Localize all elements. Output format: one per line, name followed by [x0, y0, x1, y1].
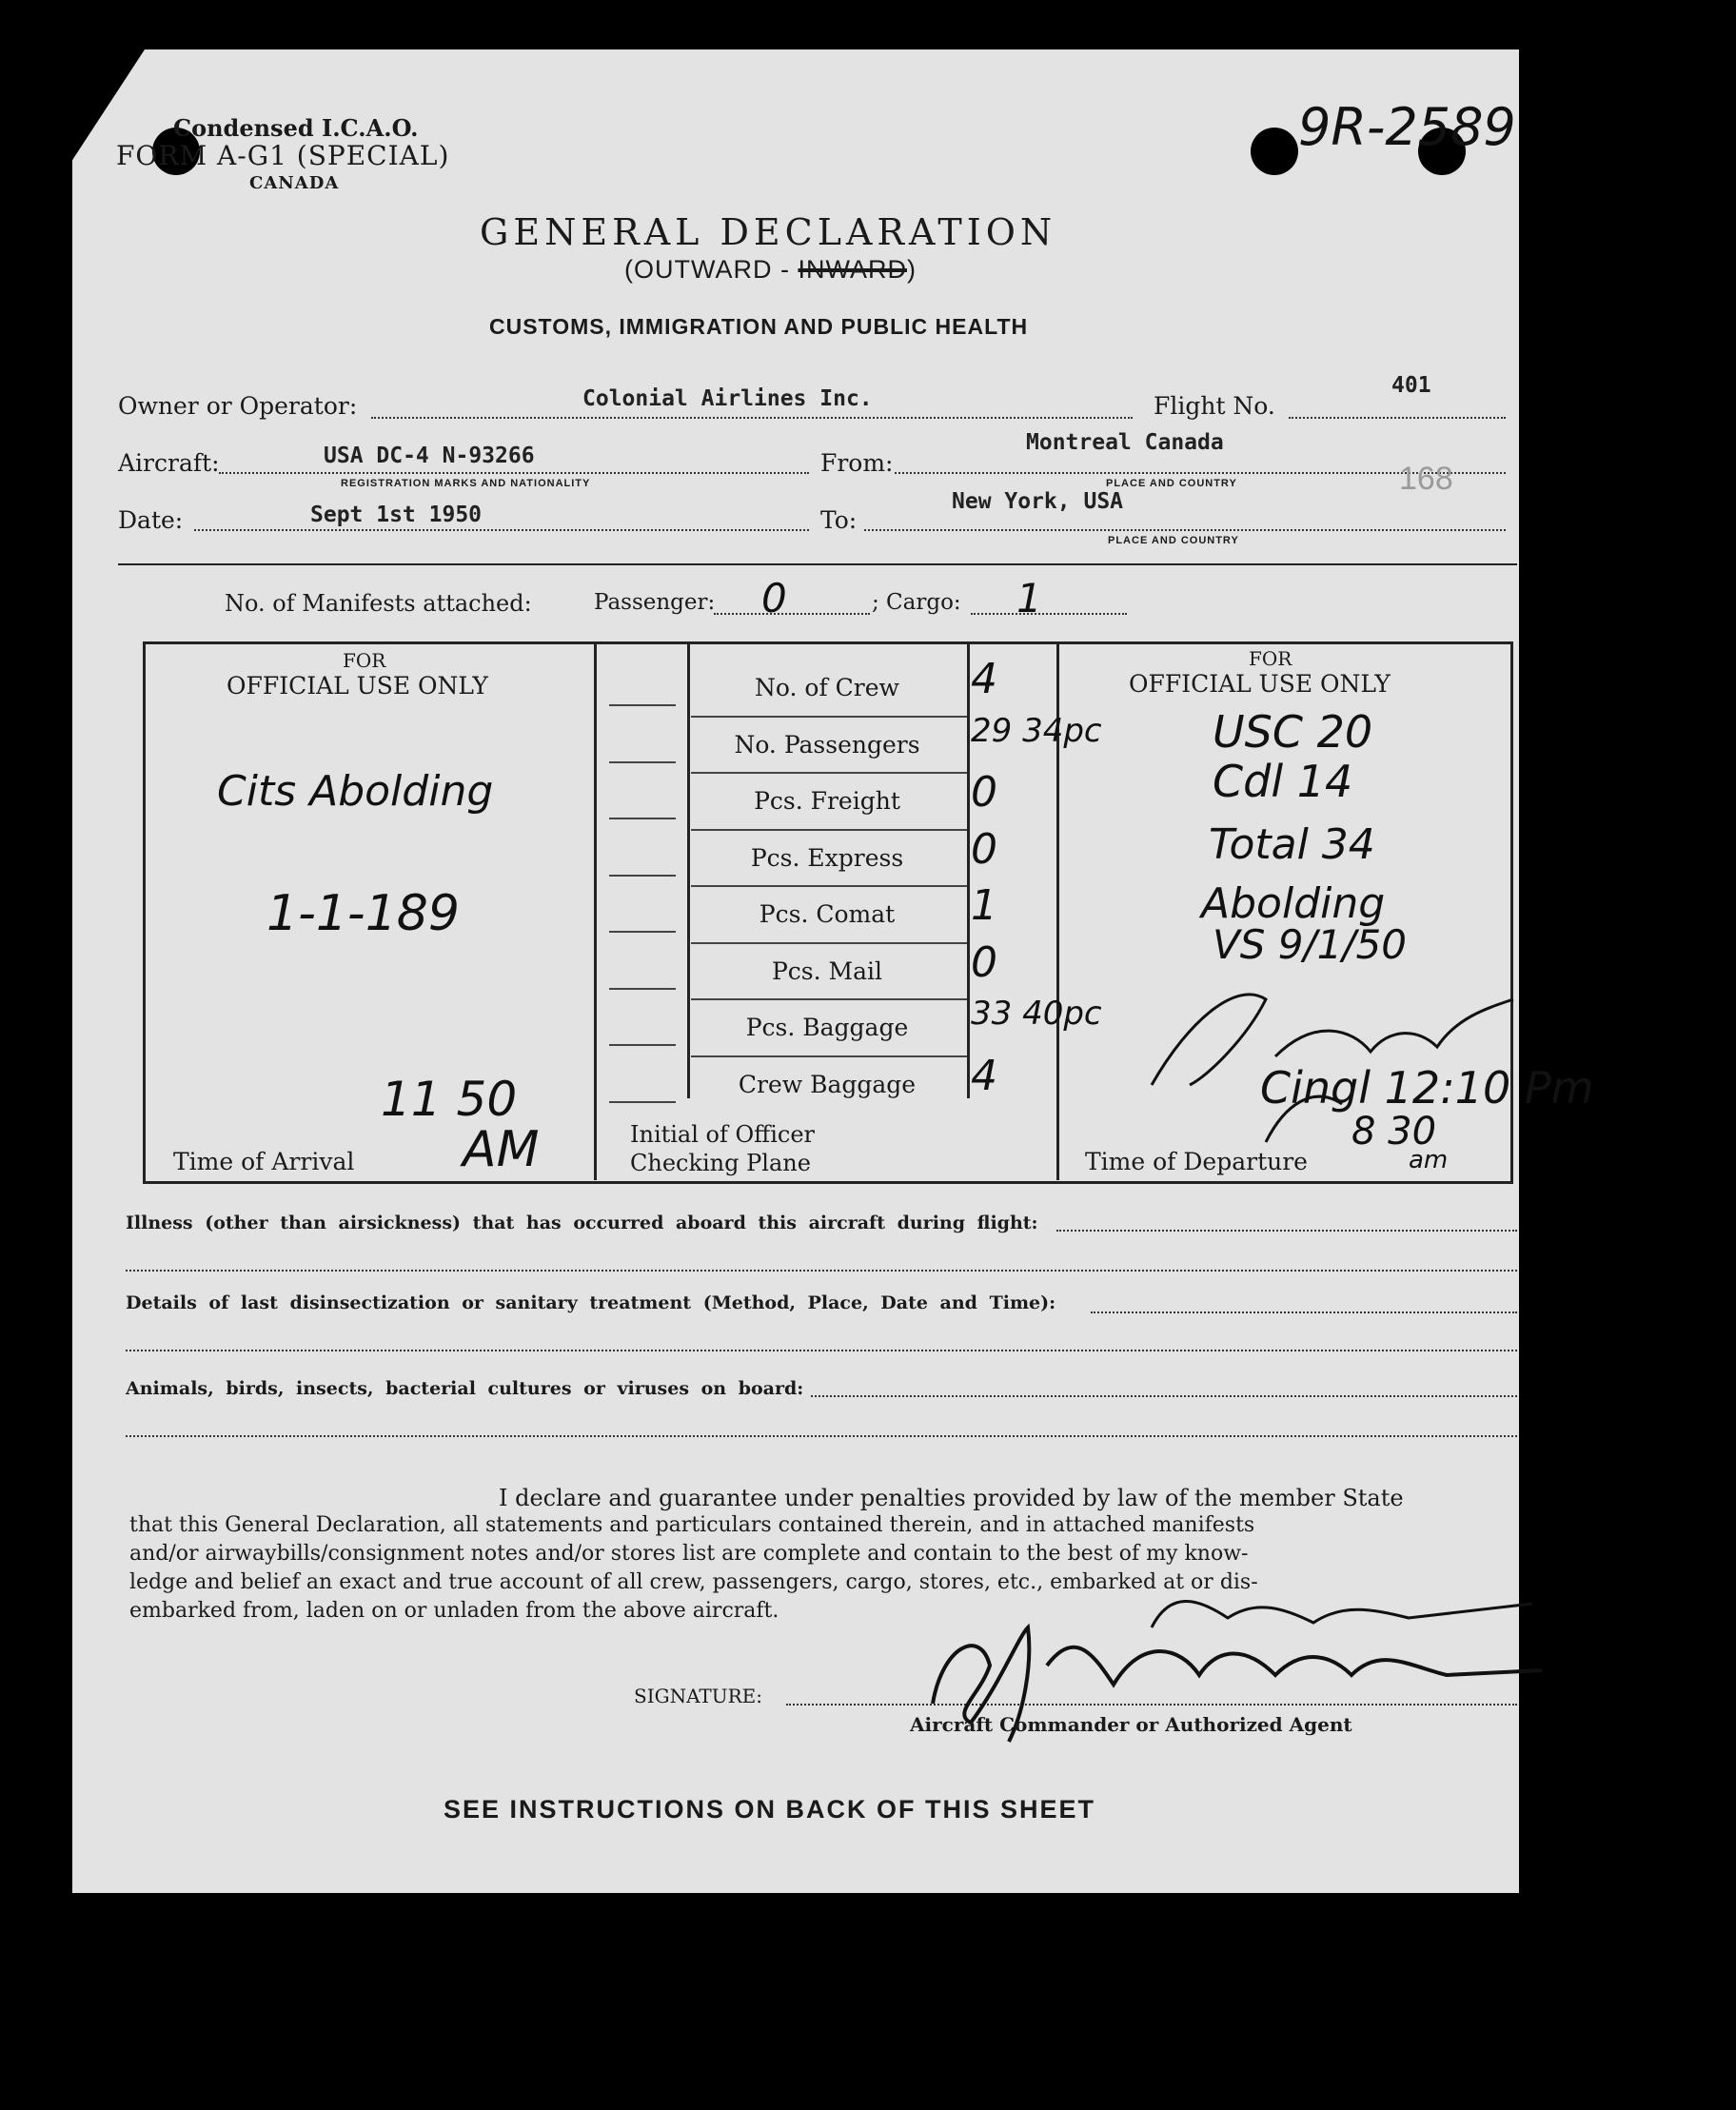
form-header-line3: CANADA [249, 173, 340, 193]
right-official-for: FOR [1249, 647, 1292, 670]
aircraft-value: USA DC-4 N-93266 [324, 444, 535, 468]
departure-ampm: am [1409, 1146, 1449, 1174]
table-divider-3 [967, 643, 970, 1098]
officer-row-rule [609, 818, 676, 819]
count-row-rule [691, 829, 967, 831]
right-official-title: OFFICIAL USE ONLY [1129, 670, 1391, 698]
subtitle-inward: INWARD [798, 255, 907, 284]
count-value: 29 34pc [971, 711, 1102, 750]
page-title: GENERAL DECLARATION [480, 211, 1057, 253]
animals-line-1 [811, 1395, 1517, 1397]
flight-line [1289, 417, 1506, 419]
count-value: 0 [971, 937, 997, 987]
stamp-number: 168 [1399, 461, 1453, 497]
cargo-manifest-value: 1 [1016, 575, 1042, 621]
passenger-label: Passenger: [594, 590, 716, 615]
manifests-label: No. of Manifests attached: [225, 590, 532, 617]
count-value: 1 [971, 881, 997, 930]
subtitle-close: ) [906, 255, 917, 284]
count-value: 0 [971, 824, 997, 874]
animals-line-2 [126, 1435, 1517, 1437]
arrival-value: 11 50 [381, 1072, 518, 1127]
file-number: 9R-2589 [1298, 97, 1516, 157]
cargo-label: ; Cargo: [872, 590, 961, 615]
form-header-line2: FORM A-G1 (SPECIAL) [116, 140, 450, 171]
aircraft-caption: REGISTRATION MARKS AND NATIONALITY [341, 478, 591, 489]
count-row-rule [691, 1055, 967, 1057]
signature-label: SIGNATURE: [634, 1685, 763, 1707]
right-official-note4: Abolding [1201, 879, 1386, 928]
right-official-note3: Total 34 [1209, 820, 1375, 869]
owner-line [371, 417, 1133, 419]
disinsect-label: Details of last disinsectization or sanitary treatment (Method, Place, Date and Time): [126, 1292, 1056, 1313]
footer-instructions: SEE INSTRUCTIONS ON BACK OF THIS SHEET [444, 1795, 1096, 1824]
count-label: Pcs. Comat [759, 900, 896, 928]
left-official-note1: Cits Abolding [217, 767, 494, 816]
count-label: Crew Baggage [738, 1070, 917, 1098]
right-official-note6: Cingl 12:10 Pm [1260, 1062, 1594, 1114]
count-row-rule [691, 998, 967, 1000]
arrival-label: Time of Arrival [173, 1148, 355, 1175]
subtitle-outward: (OUTWARD - [624, 255, 799, 284]
cargo-line [971, 613, 1127, 615]
date-line [194, 529, 809, 531]
table-divider-1 [594, 643, 597, 1180]
count-value: 33 40pc [971, 995, 1102, 1033]
from-label: From: [820, 449, 894, 477]
flight-label: Flight No. [1154, 392, 1275, 420]
right-official-note2: Cdl 14 [1213, 756, 1353, 807]
count-value: 4 [971, 655, 997, 703]
left-official-for: FOR [343, 649, 386, 672]
count-label: No. Passengers [734, 730, 920, 759]
officer-signature-scribble [1133, 961, 1542, 1152]
left-official-note2: 1-1-189 [266, 885, 460, 942]
aircraft-label: Aircraft: [118, 449, 220, 477]
left-official-title: OFFICIAL USE ONLY [227, 672, 488, 700]
subtitle [624, 255, 917, 285]
departure-value: 8 30 [1351, 1110, 1437, 1154]
illness-label: Illness (other than airsickness) that has occurred aboard this aircraft during flight: [126, 1213, 1038, 1233]
count-row-rule [691, 885, 967, 887]
arrival-ampm: AM [463, 1121, 540, 1178]
count-value: 0 [971, 768, 997, 817]
passenger-manifest-value: 0 [761, 575, 787, 621]
right-official-note1: USC 20 [1213, 706, 1373, 758]
declaration-line-3: and/or airwaybills/consignment notes and/or stores list are complete and contain to the best of my know- [129, 1542, 1249, 1566]
right-official-note5: VS 9/1/50 [1213, 921, 1407, 968]
count-label: Pcs. Baggage [745, 1014, 909, 1041]
count-label: Pcs. Mail [771, 956, 883, 985]
to-caption: PLACE AND COUNTRY [1108, 535, 1239, 546]
date-label: Date: [118, 506, 184, 534]
owner-label: Owner or Operator: [118, 392, 358, 420]
officer-row-rule [609, 988, 676, 990]
to-line [864, 529, 1506, 531]
section-heading: CUSTOMS, IMMIGRATION AND PUBLIC HEALTH [489, 314, 1029, 339]
aircraft-line [219, 472, 809, 474]
owner-value: Colonial Airlines Inc. [582, 386, 873, 411]
officer-row-rule [609, 704, 676, 706]
officer-line2: Checking Plane [630, 1150, 811, 1176]
officer-row-rule [609, 931, 676, 933]
illness-line-2 [126, 1270, 1517, 1272]
officer-row-rule [609, 1101, 676, 1103]
declaration-line-2: that this General Declaration, all statements and particulars contained therein, and in attached manifests [129, 1513, 1255, 1537]
count-value: 4 [971, 1051, 997, 1100]
passenger-line [714, 613, 870, 615]
from-value: Montreal Canada [1026, 430, 1224, 455]
officer-row-rule [609, 1044, 676, 1046]
count-label: No. of Crew [755, 674, 899, 701]
count-row-rule [691, 716, 967, 718]
date-value: Sept 1st 1950 [310, 503, 483, 527]
illness-line-1 [1056, 1230, 1517, 1232]
flight-value: 401 [1391, 373, 1431, 398]
to-label: To: [820, 506, 858, 534]
header-rule [118, 563, 1517, 565]
officer-line1: Initial of Officer [630, 1121, 816, 1148]
signature-caption: Aircraft Commander or Authorized Agent [910, 1713, 1352, 1736]
disinsect-line-1 [1091, 1311, 1517, 1313]
count-label: Pcs. Freight [754, 787, 900, 815]
officer-row-rule [609, 875, 676, 877]
disinsect-line-2 [126, 1350, 1517, 1351]
declaration-line-4: ledge and belief an exact and true account of all crew, passengers, cargo, stores, etc., embarked at or dis- [129, 1570, 1258, 1594]
count-row-rule [691, 772, 967, 774]
count-row-rule [691, 942, 967, 944]
to-value: New York, USA [952, 489, 1124, 514]
from-caption: PLACE AND COUNTRY [1106, 478, 1237, 489]
declaration-line-1: I declare and guarantee under penalties provided by law of the member State [499, 1485, 1404, 1511]
departure-label: Time of Departure [1085, 1148, 1308, 1175]
animals-label: Animals, birds, insects, bacterial cultures or viruses on board: [126, 1378, 804, 1399]
count-label: Pcs. Express [750, 843, 904, 872]
declaration-line-5: embarked from, laden on or unladen from the above aircraft. [129, 1599, 779, 1623]
punch-hole-mid [1251, 128, 1298, 175]
officer-row-rule [609, 761, 676, 763]
form-header-line1: Condensed I.C.A.O. [173, 114, 419, 142]
